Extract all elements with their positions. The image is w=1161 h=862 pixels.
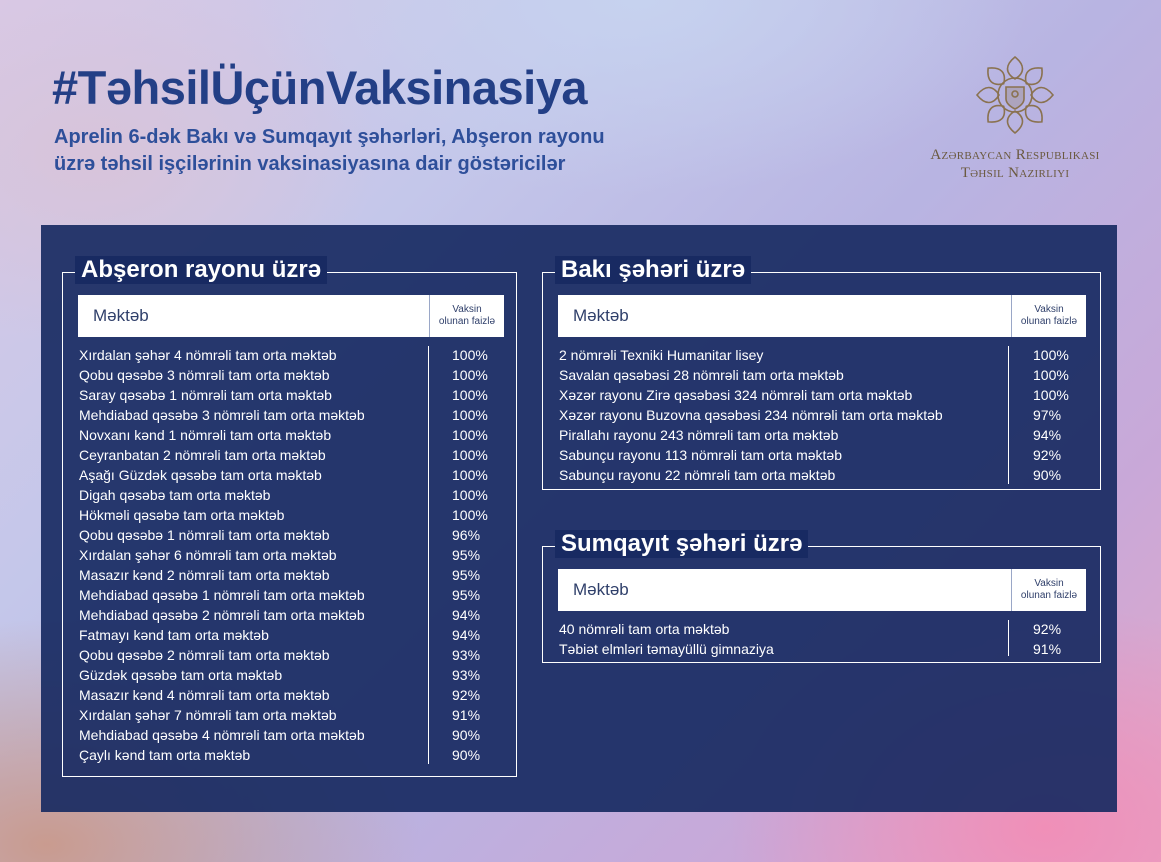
school-name: Mehdiabad qəsəbə 2 nömrəli tam orta məktəb [79, 607, 365, 623]
vaccination-percent: 97% [1033, 407, 1062, 423]
vaccination-percent: 100% [452, 367, 488, 383]
baku-table-header [558, 295, 1086, 337]
table-row [559, 465, 1062, 485]
vaccination-percent: 100% [452, 427, 488, 443]
school-name: Hökməli qəsəbə tam orta məktəb [79, 507, 285, 523]
percent-column-header: Vaksin olunan faizlə [429, 295, 504, 337]
table-row [79, 365, 488, 385]
school-name: Novxanı kənd 1 nömrəli tam orta məktəb [79, 427, 332, 443]
table-row [79, 445, 488, 465]
vaccination-percent: 100% [1033, 367, 1069, 383]
table-row [559, 365, 1069, 385]
page-subtitle [54, 124, 754, 178]
vaccination-percent: 95% [452, 547, 481, 563]
vaccination-percent: 93% [452, 667, 481, 683]
sumqayit-table-header [558, 569, 1086, 611]
vaccination-percent: 100% [452, 467, 488, 483]
vaccination-percent: 94% [452, 607, 481, 623]
table-row [79, 425, 488, 445]
percent-column-header: Vaksin olunan faizlə [1011, 569, 1086, 611]
school-name: Çaylı kənd tam orta məktəb [79, 747, 251, 763]
table-row [559, 385, 1069, 405]
vaccination-percent: 92% [1033, 621, 1062, 637]
baku-column-divider [1008, 346, 1009, 484]
table-row [79, 485, 488, 505]
school-name: Aşağı Güzdək qəsəbə tam orta məktəb [79, 467, 322, 483]
vaccination-percent: 100% [452, 347, 488, 363]
table-row [559, 405, 1062, 425]
vaccination-percent: 91% [452, 707, 481, 723]
ministry-name: Azərbaycan Respublikası Təhsil Nazirliyi [930, 147, 1100, 181]
table-row [79, 465, 488, 485]
school-name: Ceyranbatan 2 nömrəli tam orta məktəb [79, 447, 326, 463]
table-row [559, 619, 1062, 639]
table-row [79, 665, 481, 685]
table-row [79, 545, 481, 565]
sumqayit-column-divider [1008, 620, 1009, 656]
page-title: #TəhsilÜçünVaksinasiya [52, 61, 588, 114]
vaccination-percent: 100% [452, 387, 488, 403]
vaccination-percent: 90% [1033, 467, 1062, 483]
ministry-emblem-icon [972, 52, 1058, 138]
percent-column-header: Vaksin olunan faizlə [1011, 295, 1086, 337]
vaccination-percent: 92% [452, 687, 481, 703]
baku-rows [559, 345, 1069, 485]
table-row [79, 705, 481, 725]
statistics-panel [41, 225, 1117, 812]
table-row [79, 525, 481, 545]
absheron-table-header [78, 295, 504, 337]
school-name: 40 nömrəli tam orta məktəb [559, 621, 730, 637]
school-name: Güzdək qəsəbə tam orta məktəb [79, 667, 283, 683]
table-row [79, 685, 481, 705]
vaccination-percent: 100% [452, 487, 488, 503]
school-name: Qobu qəsəbə 1 nömrəli tam orta məktəb [79, 527, 330, 543]
school-name: Xırdalan şəhər 4 nömrəli tam orta məktəb [79, 347, 337, 363]
school-name: Mehdiabad qəsəbə 3 nömrəli tam orta məktəb [79, 407, 365, 423]
vaccination-percent: 91% [1033, 641, 1062, 657]
vaccination-percent: 90% [452, 727, 481, 743]
sumqayit-rows [559, 619, 1062, 659]
sumqayit-title: Sumqayıt şəhəri üzrə [555, 530, 808, 558]
school-name: Qobu qəsəbə 2 nömrəli tam orta məktəb [79, 647, 330, 663]
table-row [79, 745, 481, 765]
table-row [559, 639, 1062, 659]
school-name: Xəzər rayonu Buzovna qəsəbəsi 234 nömrəli tam orta məktəb [559, 407, 943, 423]
absheron-title: Abşeron rayonu üzrə [75, 256, 327, 284]
absheron-card [62, 256, 517, 777]
vaccination-percent: 100% [1033, 347, 1069, 363]
school-name: Qobu qəsəbə 3 nömrəli tam orta məktəb [79, 367, 330, 383]
school-name: Mehdiabad qəsəbə 4 nömrəli tam orta məktəb [79, 727, 365, 743]
school-name: 2 nömrəli Texniki Humanitar lisey [559, 347, 764, 363]
table-row [79, 645, 481, 665]
vaccination-percent: 92% [1033, 447, 1062, 463]
vaccination-percent: 95% [452, 587, 481, 603]
school-name: Təbiət elmləri təmayüllü gimnaziya [559, 641, 774, 657]
school-name: Xəzər rayonu Zirə qəsəbəsi 324 nömrəli tam orta məktəb [559, 387, 913, 403]
school-name: Saray qəsəbə 1 nömrəli tam orta məktəb [79, 387, 332, 403]
table-row [79, 565, 481, 585]
school-name: Xırdalan şəhər 6 nömrəli tam orta məktəb [79, 547, 337, 563]
vaccination-percent: 96% [452, 527, 481, 543]
table-row [79, 405, 488, 425]
table-row [79, 605, 481, 625]
vaccination-percent: 100% [452, 507, 488, 523]
school-name: Savalan qəsəbəsi 28 nömrəli tam orta məktəb [559, 367, 844, 383]
table-row [79, 585, 481, 605]
vaccination-percent: 93% [452, 647, 481, 663]
absheron-column-divider [428, 346, 429, 764]
school-name: Sabunçu rayonu 22 nömrəli tam orta məktəb [559, 467, 836, 483]
school-name: Sabunçu rayonu 113 nömrəli tam orta məktəb [559, 447, 843, 463]
table-row [79, 345, 488, 365]
school-name: Mehdiabad qəsəbə 1 nömrəli tam orta məktəb [79, 587, 365, 603]
baku-card [542, 256, 1101, 490]
table-row [559, 445, 1062, 465]
vaccination-percent: 90% [452, 747, 481, 763]
vaccination-percent: 94% [452, 627, 481, 643]
table-row [79, 505, 488, 525]
table-row [79, 385, 488, 405]
table-row [79, 625, 481, 645]
school-column-header: Məktəb [573, 306, 629, 325]
school-name: Xırdalan şəhər 7 nömrəli tam orta məktəb [79, 707, 337, 723]
school-column-header: Məktəb [93, 306, 149, 325]
table-row [559, 345, 1069, 365]
vaccination-percent: 94% [1033, 427, 1062, 443]
vaccination-percent: 100% [452, 407, 488, 423]
subtitle-line-1: Aprelin 6-dək Bakı və Sumqayıt şəhərləri, Abşeron rayonu [54, 126, 605, 148]
vaccination-percent: 100% [452, 447, 488, 463]
absheron-rows [79, 345, 488, 765]
school-name: Masazır kənd 2 nömrəli tam orta məktəb [79, 567, 330, 583]
school-name: Pirallahı rayonu 243 nömrəli tam orta məktəb [559, 427, 839, 443]
vaccination-percent: 100% [1033, 387, 1069, 403]
school-name: Digah qəsəbə tam orta məktəb [79, 487, 271, 503]
table-row [559, 425, 1062, 445]
school-column-header: Məktəb [573, 580, 629, 599]
subtitle-line-2: üzrə təhsil işçilərinin vaksinasiyasına dair göstəricilər [54, 153, 566, 175]
baku-title: Bakı şəhəri üzrə [555, 256, 751, 284]
school-name: Masazır kənd 4 nömrəli tam orta məktəb [79, 687, 330, 703]
ministry-logo [900, 52, 1130, 182]
sumqayit-card [542, 530, 1101, 663]
school-name: Fatmayı kənd tam orta məktəb [79, 627, 269, 643]
table-row [79, 725, 481, 745]
vaccination-percent: 95% [452, 567, 481, 583]
